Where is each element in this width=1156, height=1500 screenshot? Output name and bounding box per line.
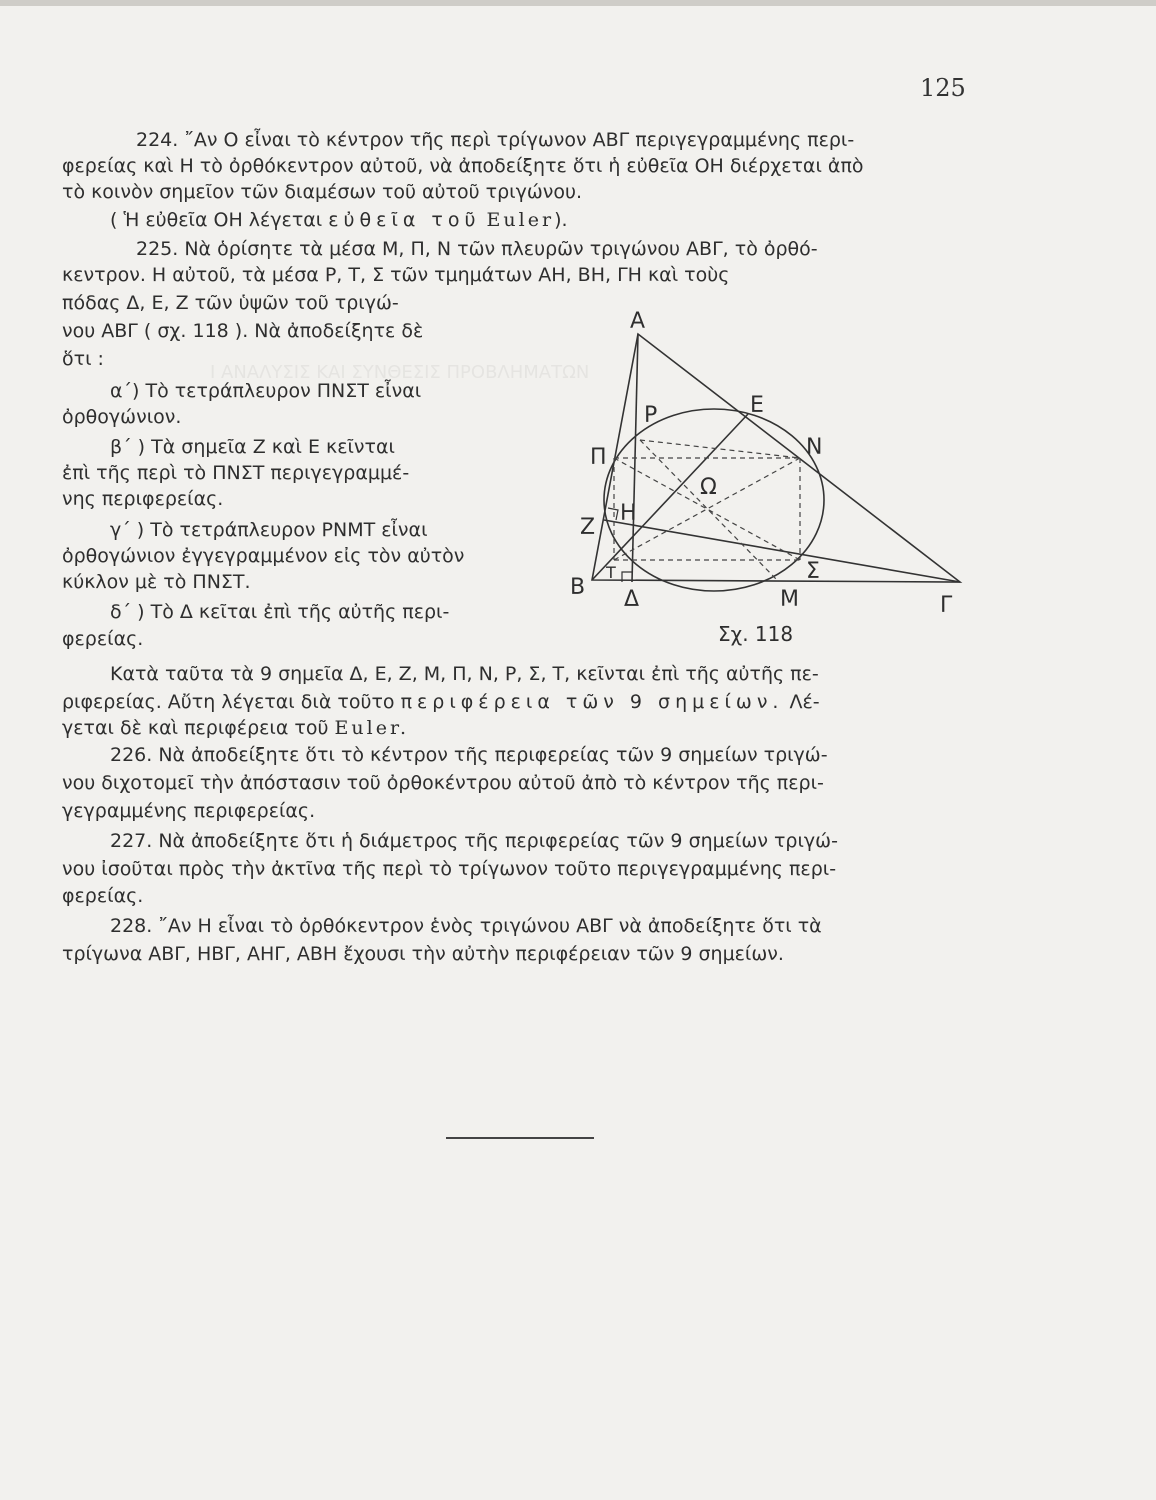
p225-line-5: ὅτι : xyxy=(62,348,104,370)
label-W: Ω xyxy=(700,475,717,500)
p224-note-suffix: ). xyxy=(554,209,568,231)
label-P: Π xyxy=(590,445,607,470)
p225-line-3: πόδας Δ, Ε, Ζ τῶν ὑψῶν τοῦ τριγώ- xyxy=(62,292,399,314)
label-N: Ν xyxy=(806,435,823,460)
p225-l17-spaced: περιφέρεια τῶν 9 σημείων. xyxy=(400,691,784,713)
label-A: Α xyxy=(630,309,646,334)
label-Z: Ζ xyxy=(580,515,596,540)
p225-line-13: κύκλον μὲ τὸ ΠΝΣΤ. xyxy=(62,571,251,593)
p227-line-2: νου ἰσοῦται πρὸς τὴν ἀκτῖνα τῆς περὶ τὸ τρίγωνον τοῦτο περιγεγραμμένης περι- xyxy=(62,858,837,880)
label-S: Σ xyxy=(806,559,820,584)
p225-line-4: νου ΑΒΓ ( σχ. 118 ). Νὰ ἀποδείξητε δὲ xyxy=(62,320,424,342)
p225-line-10: νης περιφερείας. xyxy=(62,488,224,510)
label-D: Δ xyxy=(624,587,640,612)
p224-line-3: τὸ κοινὸν σημεῖον τῶν διαμέσων τοῦ αὐτοῦ τριγώνου. xyxy=(62,181,583,203)
p225-line-9: ἐπὶ τῆς περὶ τὸ ΠΝΣΤ περιγεγραμμέ- xyxy=(62,462,410,484)
label-T: Τ xyxy=(606,563,616,582)
p225-line-2: κεντρον. Η αὐτοῦ, τὰ μέσα Ρ, Τ, Σ τῶν τμημάτων ΑΗ, ΒΗ, ΓΗ καὶ τοὺς xyxy=(62,264,730,286)
p228-line-1: 228. ῎Αν Η εἶναι τὸ ὀρθόκεντρον ἑνὸς τριγώνου ΑΒΓ νὰ ἀποδείξητε ὅτι τὰ xyxy=(110,915,822,937)
figure-caption: Σχ. 118 xyxy=(718,622,794,646)
p226-line-1: 226. Νὰ ἀποδείξητε ὅτι τὸ κέντρον τῆς περιφερείας τῶν 9 σημείων τριγώ- xyxy=(110,744,828,766)
p225-line-15: φερείας. xyxy=(62,628,144,650)
label-E: Ε xyxy=(750,393,764,418)
p224-line-1: 224. ῎Αν Ο εἶναι τὸ κέντρον τῆς περὶ τρίγωνον ΑΒΓ περιγεγραμμένης περι- xyxy=(136,129,855,151)
p225-l17-start: ριφερείας. Αὔτη λέγεται διὰ τοῦτο xyxy=(62,691,395,713)
nine-point-circle xyxy=(604,409,824,591)
p225-line-11: γ΄ ) Τὸ τετράπλευρον ΡΝΜΤ εἶναι xyxy=(110,519,428,541)
altitude-BE xyxy=(592,414,748,580)
p225-l18-start: γεται δὲ καὶ περιφέρεια τοῦ xyxy=(62,717,329,739)
label-R: Ρ xyxy=(644,403,658,428)
p225-line-7: ὀρθογώνιον. xyxy=(62,406,182,428)
p228-line-2: τρίγωνα ΑΒΓ, ΗΒΓ, ΑΗΓ, ΑΒΗ ἔχουσι τὴν αὐτὴν περιφέρειαν τῶν 9 σημείων. xyxy=(62,943,784,965)
label-M: Μ xyxy=(780,587,799,612)
p226-line-2: νου διχοτομεῖ τὴν ἀπόστασιν τοῦ ὀρθοκέντρου αὐτοῦ ἀπὸ τὸ κέντρον τῆς περι- xyxy=(62,772,824,794)
label-H: Η xyxy=(620,501,637,526)
altitude-GZ xyxy=(604,520,960,582)
right-angle-Z xyxy=(608,508,618,520)
page-number: 125 xyxy=(920,74,966,102)
p226-line-3: γεγραμμένης περιφερείας. xyxy=(62,800,316,822)
p225-line-12: ὀρθογώνιον ἐγγεγραμμένον εἰς τὸν αὐτὸν xyxy=(62,545,465,567)
p225-line-16: Κατὰ ταῦτα τὰ 9 σημεῖα Δ, Ε, Ζ, Μ, Π, Ν, Ρ, Σ, Τ, κεῖνται ἐπὶ τῆς αὐτῆς πε- xyxy=(110,663,819,685)
p227-line-3: φερείας. xyxy=(62,885,144,907)
p224-note-prefix: ( Ἡ εὐθεῖα ΟΗ λέγεται xyxy=(110,209,323,231)
p224-note-spaced: εὐθεῖα τοῦ xyxy=(328,209,481,231)
p225-line-6: α΄) Τὸ τετράπλευρον ΠΝΣΤ εἶναι xyxy=(110,380,422,402)
p227-line-1: 227. Νὰ ἀποδείξητε ὅτι ἡ διάμετρος τῆς περιφερείας τῶν 9 σημείων τριγώ- xyxy=(110,830,838,852)
p224-note-name: Euler xyxy=(486,209,555,231)
label-B: Β xyxy=(570,575,586,600)
p225-l17-end: Λέ- xyxy=(789,691,820,713)
p224-line-2: φερείας καὶ Η τὸ ὀρθόκεντρον αὐτοῦ, νὰ ἀποδείξητε ὅτι ἡ εὐθεῖα ΟΗ διέρχεται ἀπὸ xyxy=(62,155,864,177)
label-G: Γ xyxy=(940,593,953,618)
p225-line-14: δ΄ ) Τὸ Δ κεῖται ἐπὶ τῆς αὐτῆς περι- xyxy=(110,601,450,623)
p225-line-8: β΄ ) Τὰ σημεῖα Ζ καὶ Ε κεῖνται xyxy=(110,436,395,458)
bleed-through-text: Ι ΑΝΑΛΥΣΙΣ ΚΑΙ ΣΥΝΘΕΣΙΣ ΠΡΟΒΛΗΜΑΤΩΝ xyxy=(210,362,590,383)
p225-line-1: 225. Νὰ ὁρίσητε τὰ μέσα Μ, Π, Ν τῶν πλευρῶν τριγώνου ΑΒΓ, τὸ ὀρθό- xyxy=(136,238,818,260)
p225-l18-name: Euler. xyxy=(334,717,409,739)
